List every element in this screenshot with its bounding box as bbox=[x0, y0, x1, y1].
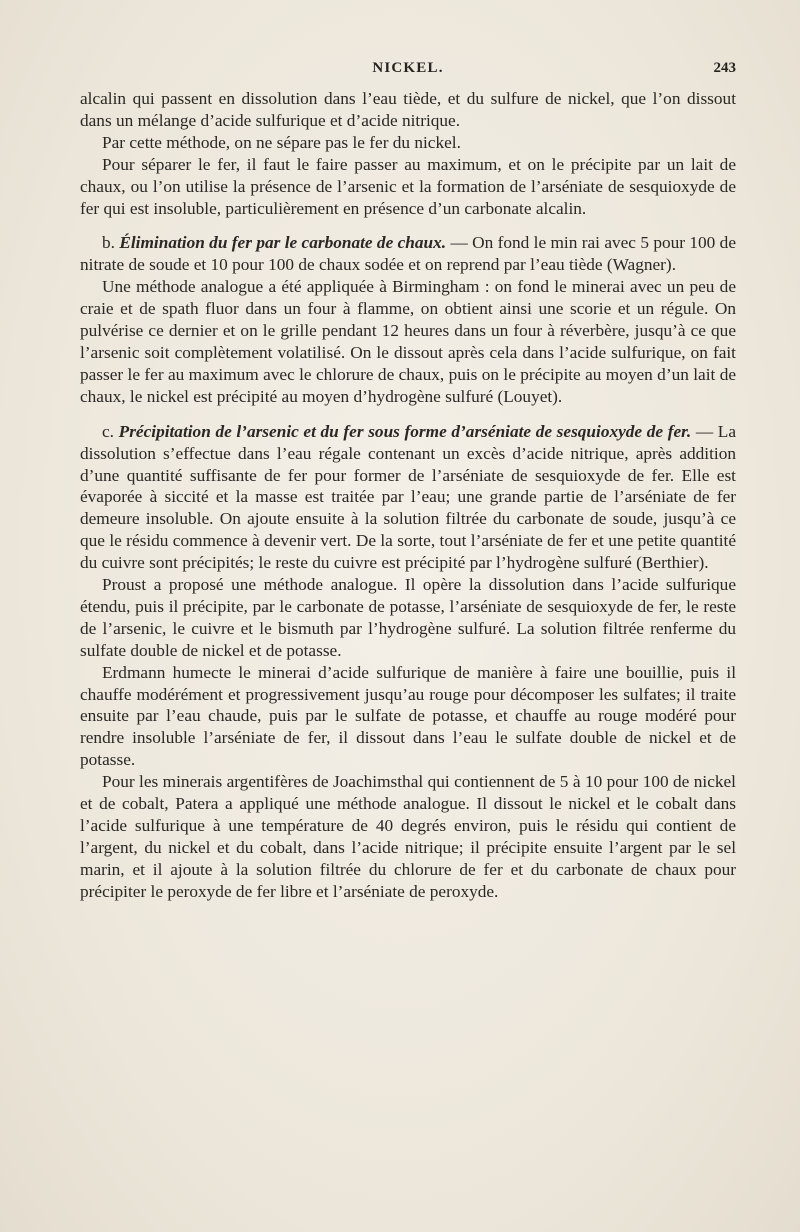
paragraph: Proust a proposé une méthode analogue. Il opère la dissolution dans l’acide sulfurique étendu, puis il précipite, par le carbonate de potasse, l’arséniate de sesquioxyde de fer, le reste de l’arsenic, le cuivre et le bismuth par l’hydrogène sulfuré. La solution filtrée renferme du sulfate double de nickel et de potasse. bbox=[80, 575, 736, 660]
paragraph-continuation: alcalin qui passent en dissolution dans l’eau tiède, et du sulfure de nickel, que l’on dissout dans un mélange d’acide sulfurique et d’acide nitrique. bbox=[80, 89, 736, 130]
section-title: Précipitation de l’arsenic et du fer sous forme d’arséniate de sesquioxyde de fer. bbox=[118, 421, 692, 441]
body-text bbox=[80, 88, 736, 903]
section-b bbox=[80, 232, 736, 276]
section-letter: c. bbox=[102, 421, 114, 441]
running-head bbox=[80, 60, 736, 82]
section-body: — La dissolution s’effectue dans l’eau régale contenant un excès d’acide nitrique, après addition d’une quantité suffisante de fer pour former de l’arséniate de sesquioxyde de fer. Elle est évaporée à siccité et la masse est traitée par l’eau; une grande partie de l’arséniate de fer demeure insoluble. On ajoute ensuite à la solution filtrée du carbonate de soude, jusqu’à ce que le résidu commence à devenir vert. De la sorte, tout l’arséniate de fer et une petite quantité du cuivre sont précipités; le reste du cuivre est précipité par l’hydrogène sulfuré (Berthier). bbox=[80, 421, 736, 573]
paragraph: Erdmann humecte le minerai d’acide sulfurique de manière à faire une bouillie, puis il chauffe modérément et progressivement jusqu’au rouge pour décomposer les sulfates; il traite ensuite par l’eau chaude, puis par le sulfate de potasse, et chauffe au rouge modéré pour rendre insoluble l’arséniate de fer, il dissout dans l’eau le sulfate double de nickel et de potasse. bbox=[80, 662, 736, 770]
section-letter: b. bbox=[102, 233, 115, 253]
paragraph: Une méthode analogue a été appliquée à Birmingham : on fond le minerai avec un peu de craie et de spath fluor dans un four à flamme, on obtient ainsi une scorie et un régule. On pulvérise ce dernier et on le grille pendant 12 heures dans un four à réverbère, jusqu’à ce que l’arsenic soit complètement volatilisé. On le dissout après cela dans l’acide sulfurique, on fait passer le fer au maximum avec le chlorure de chaux, puis on le précipite au moyen d’un lait de chaux, le nickel est précipité au moyen d’hydrogène sulfuré (Louyet). bbox=[80, 277, 736, 406]
section-c bbox=[80, 421, 736, 574]
paragraph: Pour les minerais argentifères de Joachimsthal qui contiennent de 5 à 10 pour 100 de nickel et de cobalt, Patera a appliqué une méthode analogue. Il dissout le nickel et le cobalt dans l’acide sulfurique à une température de 40 degrés environ, puis le résidu qui contient de l’argent, du nickel et du cobalt, dans l’acide nitrique; il précipite ensuite l’argent par le sel marin, et il ajoute à la solution filtrée du chlorure de fer et du carbonate de chaux pour précipiter le peroxyde de fer libre et l’arséniate de peroxyde. bbox=[80, 772, 736, 901]
section-body: — On fond le min rai avec 5 pour 100 de nitrate de soude et 10 pour 100 de chaux sodée et on reprend par l’eau tiède (Wagner). bbox=[80, 233, 736, 275]
running-head-title: NICKEL. bbox=[372, 60, 444, 76]
page-number: 243 bbox=[713, 60, 736, 76]
paragraph: Pour séparer le fer, il faut le faire passer au maximum, et on le précipite par un lait de chaux, ou l’on utilise la présence de l’arsenic et la formation de l’arséniate de sesquioxyde de fer qui est insoluble, particulièrement en présence d’un carbonate alcalin. bbox=[80, 154, 736, 218]
section-title: Élimination du fer par le carbonate de chaux. bbox=[119, 233, 447, 253]
paragraph: Par cette méthode, on ne sépare pas le fer du nickel. bbox=[102, 132, 461, 152]
